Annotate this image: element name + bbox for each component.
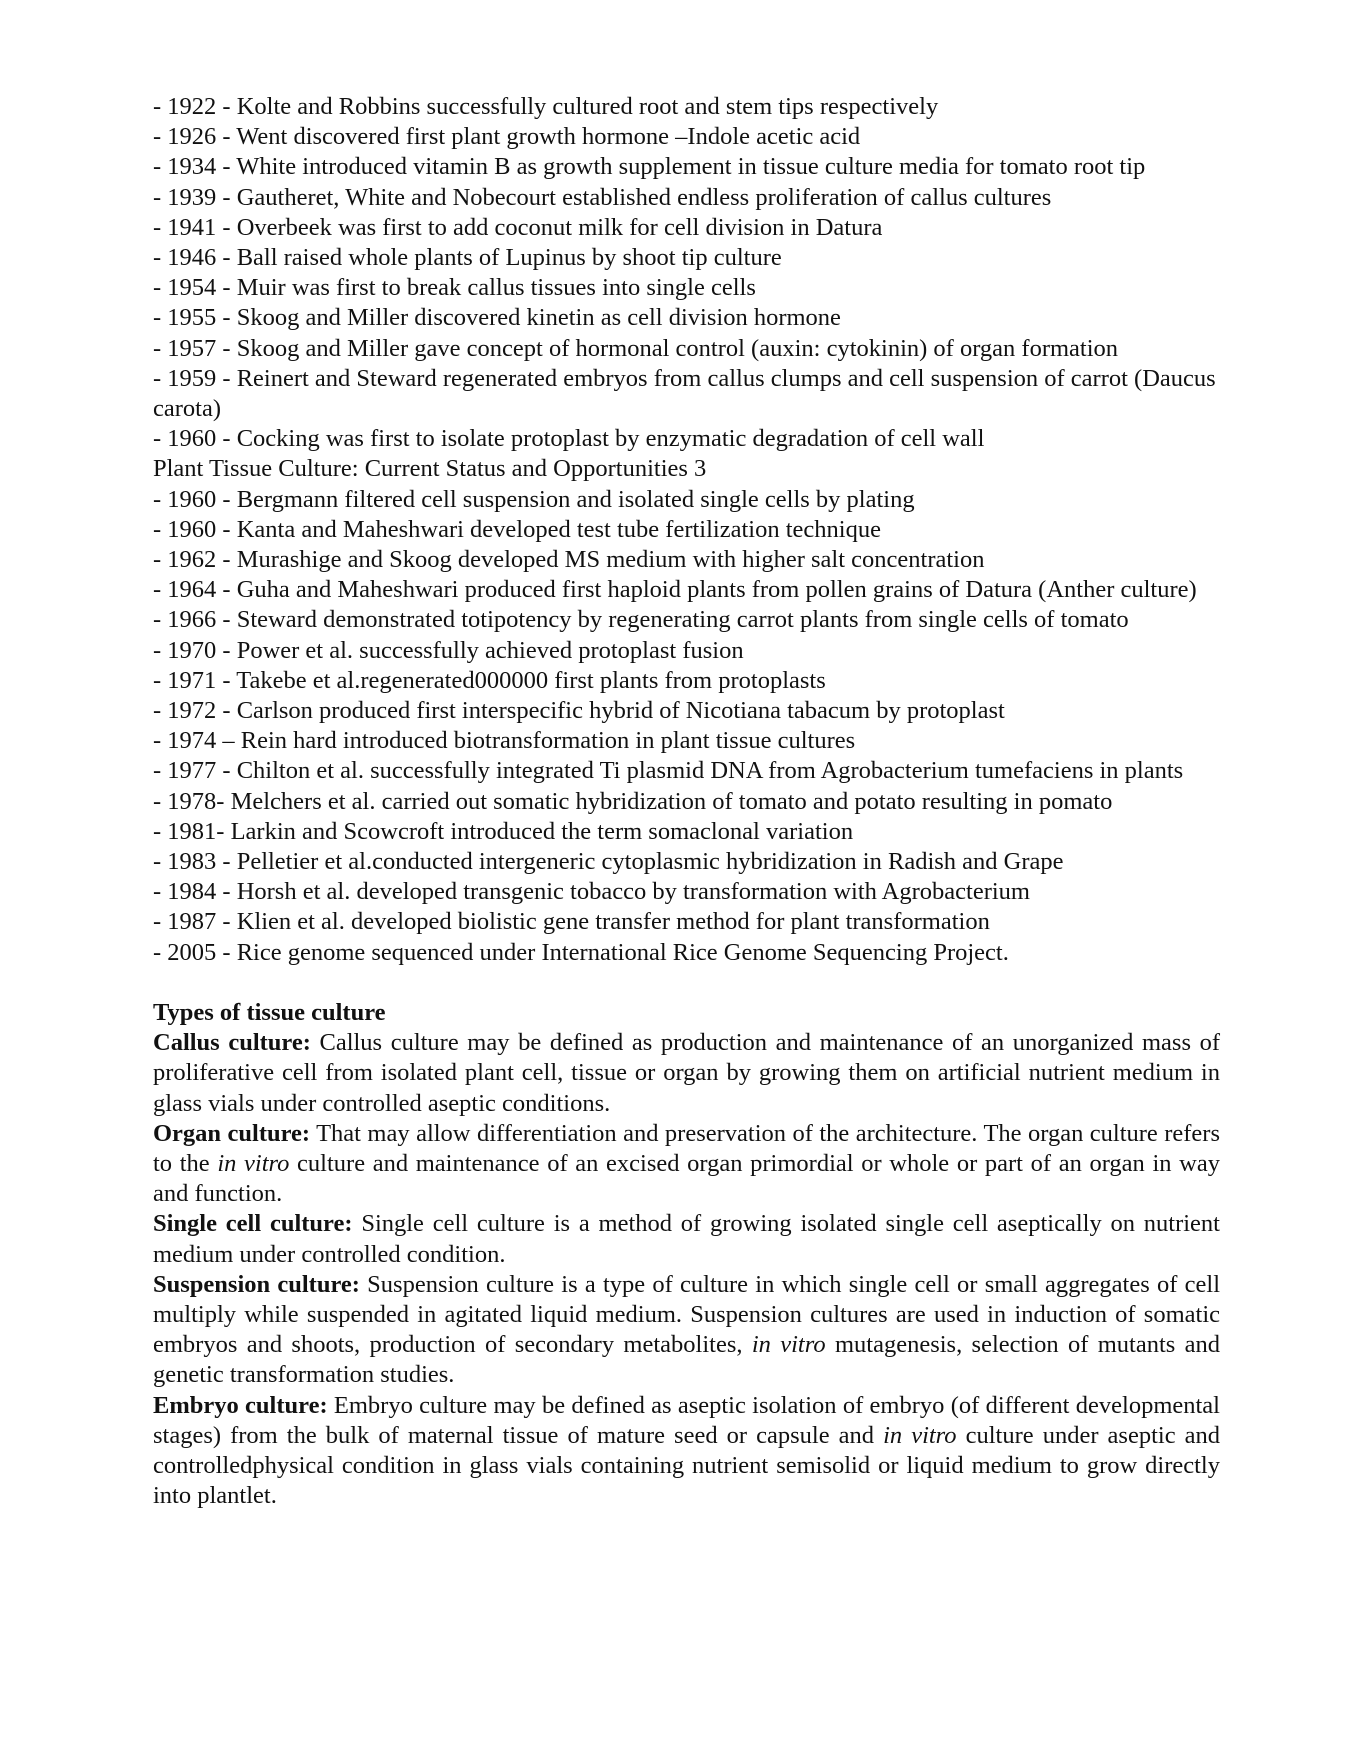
- timeline-entry-1922: - 1922 - Kolte and Robbins successfully cultured root and stem tips respectively: [153, 93, 939, 120]
- timeline-entry-1946: - 1946 - Ball raised whole plants of Lupinus by shoot tip culture: [153, 244, 782, 272]
- definition-organ-culture-part2: culture and maintenance of an excised organ primordial or whole or part of an organ in way and function.: [153, 1149, 1220, 1208]
- timeline-entry-1974: - 1974 – Rein hard introduced biotransformation in plant tissue cultures: [153, 727, 856, 755]
- definition-embryo-culture-part1: Embryo culture may be defined as aseptic isolation of embryo (of different developmental stages) from the bulk of maternal tissue of mature seed or capsule and: [153, 1391, 1220, 1449]
- paragraph-embryo-culture: [153, 1391, 1220, 1512]
- timeline-entry-1971: - 1971 - Takebe et al.regenerated000000 first plants from protoplasts: [153, 666, 826, 694]
- running-header: Plant Tissue Culture: Current Status and Opportunities 3: [153, 455, 707, 483]
- timeline-entry-1984: - 1984 - Horsh et al. developed transgenic tobacco by transformation with Agrobacterium: [153, 878, 1030, 906]
- timeline-entry-1957: - 1957 - Skoog and Miller gave concept of hormonal control (auxin: cytokinin) of organ formation: [153, 334, 1119, 362]
- timeline-entry-1987: - 1987 - Klien et al. developed biolistic gene transfer method for plant transformation: [153, 908, 990, 936]
- term-callus-culture: Callus culture:: [153, 1029, 311, 1057]
- definition-single-cell-culture: Single cell culture is a method of growing isolated single cell aseptically on nutrient medium under controlled condition.: [153, 1210, 1220, 1268]
- document-page: [153, 92, 1220, 1511]
- timeline-entry-1960-bergmann: - 1960 - Bergmann filtered cell suspension and isolated single cells by plating: [153, 485, 915, 513]
- timeline-entry-1966: - 1966 - Steward demonstrated totipotency by regenerating carrot plants from single cells of tomato: [153, 606, 1129, 634]
- paragraph-single-cell-culture: [153, 1209, 1220, 1269]
- timeline-entry-1954: - 1954 - Muir was first to break callus tissues into single cells: [153, 274, 756, 302]
- timeline-entry-1978: - 1978- Melchers et al. carried out somatic hybridization of tomato and potato resulting in pomato: [153, 787, 1113, 815]
- definition-embryo-culture-part2: culture under aseptic and controlledphysical condition in glass vials containing nutrient semisolid or liquid medium to grow directly into plantlet.: [153, 1421, 1221, 1510]
- section-heading-types: Types of tissue culture: [153, 998, 386, 1026]
- term-suspension-culture: Suspension culture:: [153, 1270, 360, 1298]
- timeline-entry-1960-cocking: - 1960 - Cocking was first to isolate protoplast by enzymatic degradation of cell wall: [153, 425, 985, 453]
- timeline-entry-1983: - 1983 - Pelletier et al.conducted intergeneric cytoplasmic hybridization in Radish and Grape: [153, 848, 1064, 876]
- term-embryo-culture: Embryo culture:: [153, 1391, 328, 1419]
- timeline-entry-1939: - 1939 - Gautheret, White and Nobecourt established endless proliferation of callus cultures: [153, 183, 1052, 211]
- timeline-entry-1970: - 1970 - Power et al. successfully achieved protoplast fusion: [153, 636, 744, 664]
- definition-organ-culture-part1: That may allow differentiation and preservation of the architecture. The organ culture refers to the: [153, 1119, 1221, 1177]
- section-spacer: [153, 968, 1220, 998]
- paragraph-suspension-culture: [153, 1270, 1220, 1391]
- timeline-entry-1964: - 1964 - Guha and Maheshwari produced first haploid plants from pollen grains of Datura (Anther culture): [153, 576, 1197, 604]
- timeline-entry-1955: - 1955 - Skoog and Miller discovered kinetin as cell division hormone: [153, 304, 841, 332]
- timeline-entry-1926: - 1926 - Went discovered first plant growth hormone –Indole acetic acid: [153, 123, 861, 151]
- definition-suspension-culture-part2: mutagenesis, selection of mutants and genetic transformation studies.: [153, 1331, 1220, 1389]
- timeline-entry-1941: - 1941 - Overbeek was first to add coconut milk for cell division in Datura: [153, 213, 883, 241]
- italic-in-vitro: in vitro: [883, 1421, 957, 1449]
- timeline-entry-1934: - 1934 - White introduced vitamin B as growth supplement in tissue culture media for tomato root tip: [153, 153, 1146, 181]
- timeline-entry-1977: - 1977 - Chilton et al. successfully integrated Ti plasmid DNA from Agrobacterium tumefaciens in plants: [153, 757, 1184, 785]
- timeline-entry-1962: - 1962 - Murashige and Skoog developed MS medium with higher salt concentration: [153, 546, 985, 574]
- timeline-entry-1959: - 1959 - Reinert and Steward regenerated embryos from callus clumps and cell suspension of carrot (Daucus carota): [153, 364, 1216, 423]
- paragraph-organ-culture: [153, 1119, 1220, 1210]
- history-timeline: [153, 92, 1220, 968]
- timeline-entry-1960-kanta: - 1960 - Kanta and Maheshwari developed test tube fertilization technique: [153, 515, 881, 543]
- definition-suspension-culture-part1: Suspension culture is a type of culture in which single cell or small aggregates of cell multiply while suspended in agitated liquid medium. Suspension cultures are used in induction of somatic embryos and shoots, production of secondary metabolites,: [153, 1270, 1220, 1359]
- term-single-cell-culture: Single cell culture:: [153, 1210, 353, 1238]
- italic-in-vitro: in vitro: [751, 1331, 826, 1359]
- paragraph-callus-culture: [153, 1028, 1220, 1119]
- timeline-entry-1972: - 1972 - Carlson produced first interspecific hybrid of Nicotiana tabacum by protoplast: [153, 697, 1005, 725]
- definition-callus-culture: Callus culture may be defined as production and maintenance of an unorganized mass of proliferative cell from isolated plant cell, tissue or organ by growing them on artificial nutrient medium in glass vials under controlled aseptic conditions.: [153, 1029, 1220, 1117]
- timeline-entry-1981: - 1981- Larkin and Scowcroft introduced the term somaclonal variation: [153, 817, 854, 845]
- timeline-entry-2005: - 2005 - Rice genome sequenced under International Rice Genome Sequencing Project.: [153, 938, 1009, 966]
- italic-in-vitro: in vitro: [217, 1149, 290, 1177]
- term-organ-culture: Organ culture:: [153, 1119, 311, 1147]
